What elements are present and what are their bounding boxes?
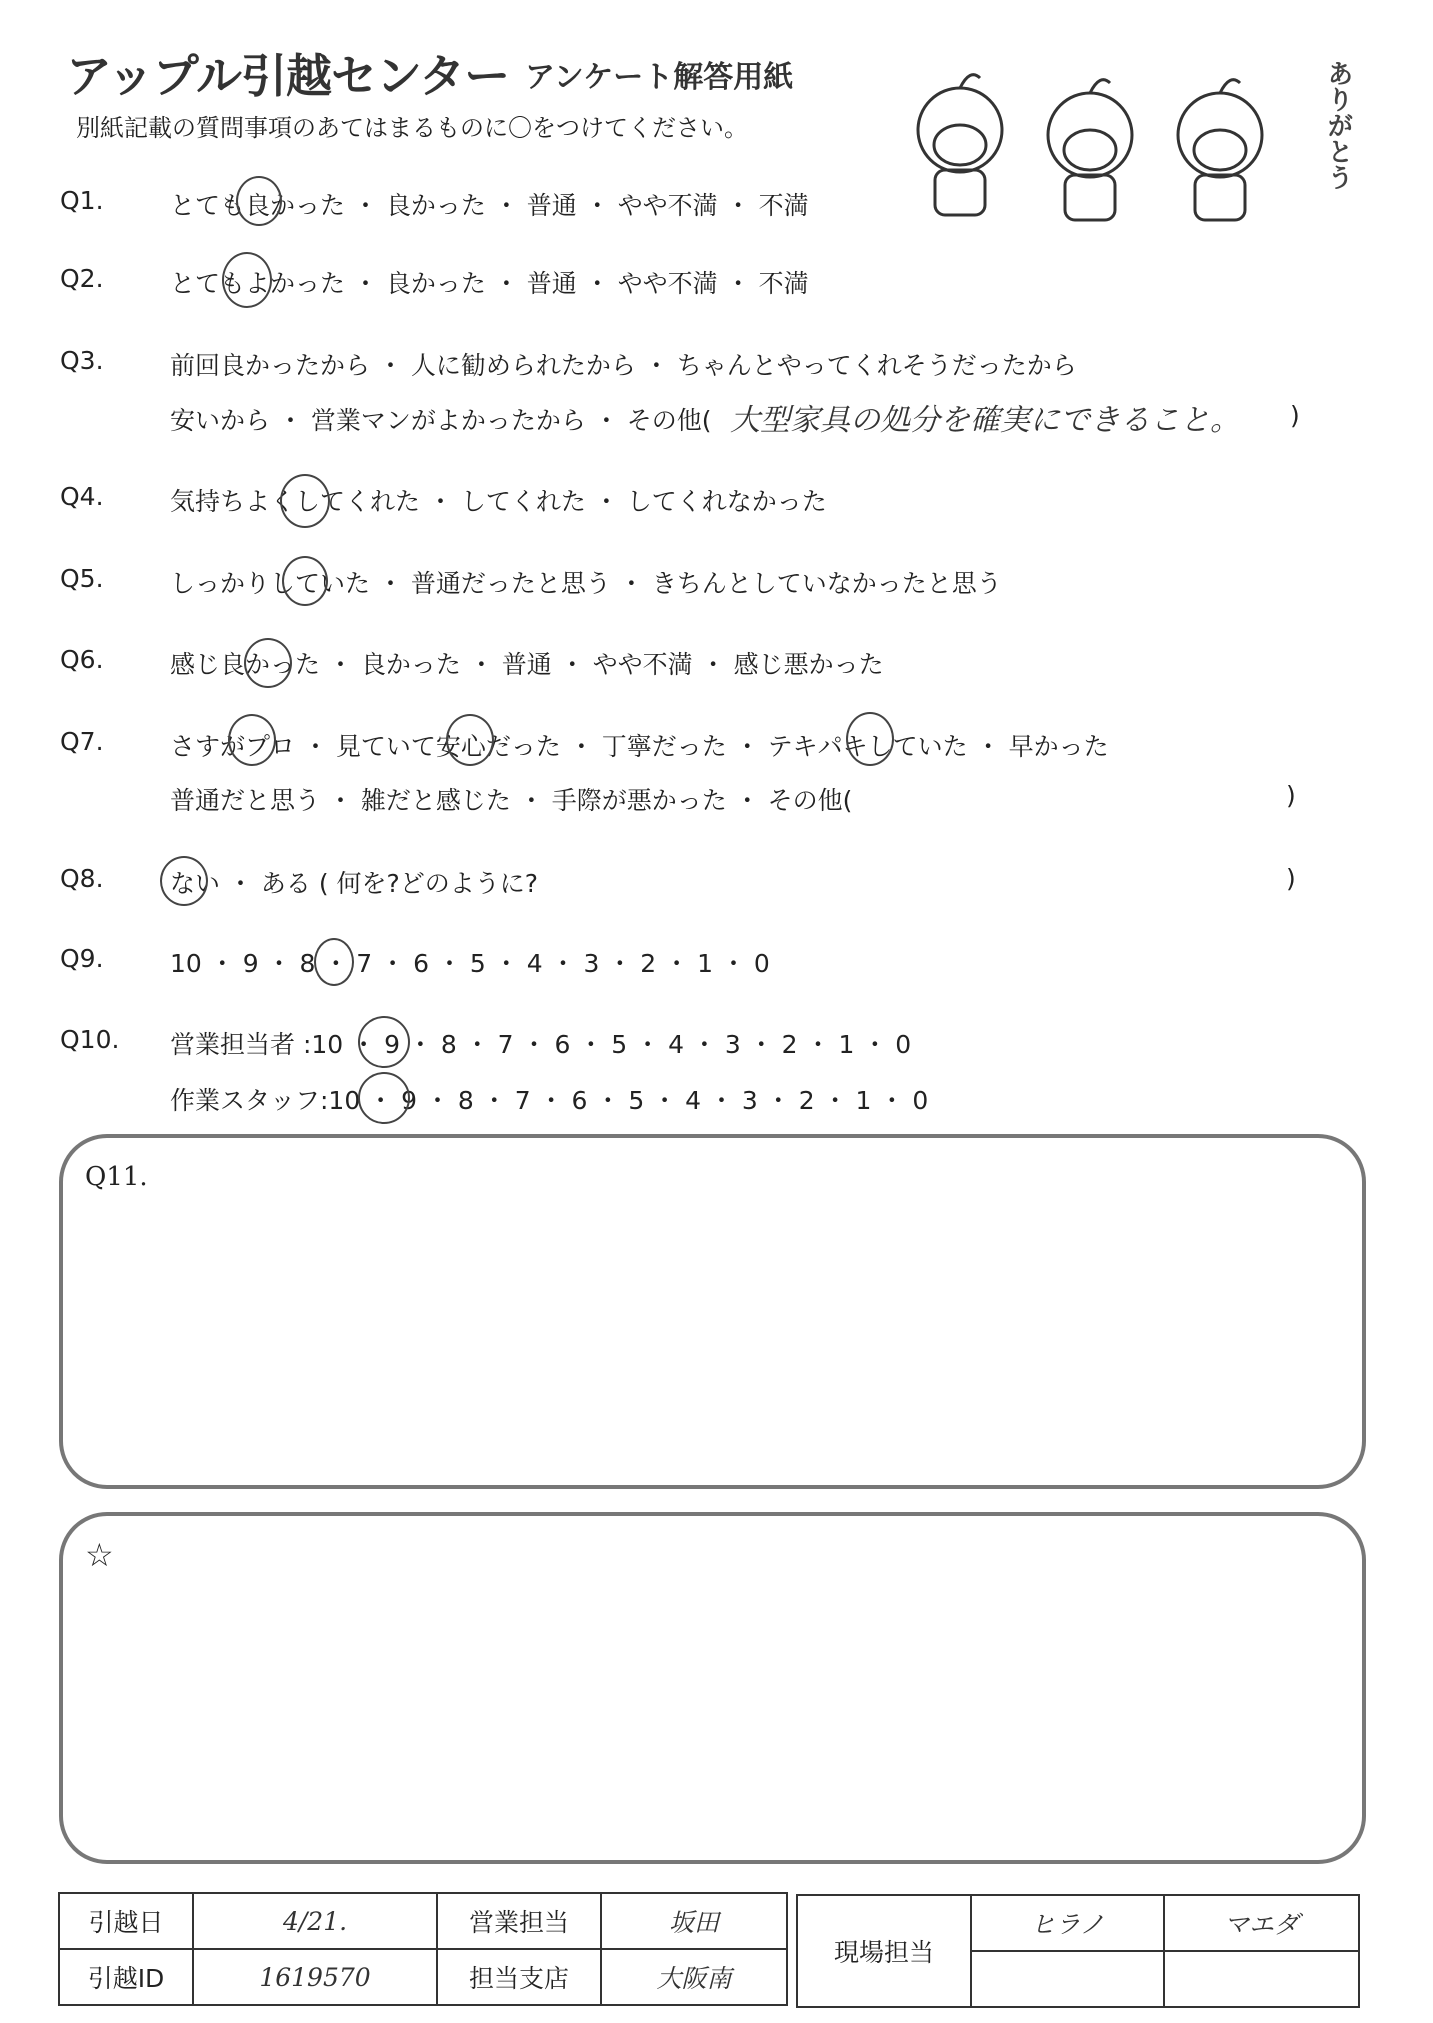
- branch-value: 大阪南: [601, 1949, 787, 2005]
- site-staff-value-2: マエダ: [1164, 1895, 1359, 1951]
- site-staff-empty-2: [1164, 1951, 1359, 2007]
- answer-circle-q2: [222, 252, 272, 308]
- q4-label: Q4.: [60, 482, 104, 511]
- monkey-mascots-illustration: [880, 60, 1300, 230]
- q6-label: Q6.: [60, 645, 104, 674]
- q7-label: Q7.: [60, 727, 104, 756]
- answer-circle-q7-b: [446, 714, 494, 766]
- q3-close-paren: ): [1290, 401, 1300, 430]
- q5-options: しっかりしていた ・ 普通だったと思う ・ きちんとしていなかったと思う: [170, 569, 1002, 598]
- answer-circle-q10-sales: [358, 1016, 410, 1068]
- q9-options: 10 ・ 9 ・ 8 ・ 7 ・ 6 ・ 5 ・ 4 ・ 3 ・ 2 ・ 1 ・ 0: [170, 949, 770, 978]
- q2-options: とてもよかった ・ 良かった ・ 普通 ・ やや不満 ・ 不満: [170, 269, 809, 298]
- q3-other-handwritten: 大型家具の処分を確実にできること。: [730, 403, 1240, 438]
- sales-rep-label: 営業担当: [437, 1893, 601, 1949]
- move-id-value: 1619570: [193, 1949, 437, 2005]
- move-date-value: 4/21.: [193, 1893, 437, 1949]
- answer-circle-q4: [280, 474, 330, 528]
- answer-circle-q1: [236, 176, 282, 226]
- q10-label: Q10.: [60, 1025, 120, 1054]
- instruction-text: 別紙記載の質問事項のあてはまるものに〇をつけてください。: [76, 114, 748, 142]
- answer-circle-q9: [314, 938, 354, 986]
- q7-options-1: さすがプロ ・ 見ていて安心だった ・ 丁寧だった ・ テキパキしていた ・ 早かった: [170, 732, 1109, 761]
- q3-options-1: 前回良かったから ・ 人に勧められたから ・ ちゃんとやってくれそうだったから: [170, 351, 1077, 380]
- star-comment-box: [59, 1512, 1366, 1864]
- q8-label: Q8.: [60, 864, 104, 893]
- q7-options-2: 普通だと思う ・ 雑だと感じた ・ 手際が悪かった ・ その他(: [170, 786, 853, 815]
- info-table-right: [796, 1894, 1360, 2008]
- q9-label: Q9.: [60, 944, 104, 973]
- answer-circle-q5: [282, 556, 328, 606]
- q3-options-2: 安いから ・ 営業マンがよかったから ・ その他(: [170, 406, 712, 435]
- q10-staff-options: 作業スタッフ:10 ・ 9 ・ 8 ・ 7 ・ 6 ・ 5 ・ 4 ・ 3 ・ 2 ・ 1 ・ 0: [170, 1086, 929, 1115]
- q2-label: Q2.: [60, 264, 104, 293]
- answer-circle-q6: [244, 638, 292, 688]
- answer-circle-q10-staff: [358, 1072, 410, 1124]
- q7-close-paren: ): [1286, 781, 1296, 810]
- info-table-left: [58, 1892, 788, 2006]
- site-staff-label: 現場担当: [797, 1895, 971, 2007]
- q1-options: とても良かった ・ 良かった ・ 普通 ・ やや不満 ・ 不満: [170, 191, 809, 220]
- site-staff-value-1: ヒラノ: [971, 1895, 1164, 1951]
- move-id-label: 引越ID: [59, 1949, 193, 2005]
- q3-label: Q3.: [60, 346, 104, 375]
- q8-options: ない ・ ある ( 何を?どのように?: [170, 869, 539, 898]
- q4-options: 気持ちよくしてくれた ・ してくれた ・ してくれなかった: [170, 487, 827, 516]
- answer-circle-q8: [160, 856, 208, 906]
- q8-close-paren: ): [1286, 864, 1296, 893]
- answer-circle-q7-a: [228, 714, 276, 766]
- sheet-title: アンケート解答用紙: [525, 60, 794, 95]
- q10-sales-options: 営業担当者 :10 ・ 9 ・ 8 ・ 7 ・ 6 ・ 5 ・ 4 ・ 3 ・ 2 ・ 1 ・ 0: [170, 1030, 912, 1059]
- q11-comment-box: [59, 1134, 1366, 1489]
- sales-rep-value: 坂田: [601, 1893, 787, 1949]
- star-label: ☆: [85, 1536, 114, 1574]
- q1-label: Q1.: [60, 186, 104, 215]
- q5-label: Q5.: [60, 564, 104, 593]
- q6-options: 感じ良かった ・ 良かった ・ 普通 ・ やや不満 ・ 感じ悪かった: [170, 650, 884, 679]
- thanks-text: ありがとう: [1323, 60, 1353, 190]
- branch-label: 担当支店: [437, 1949, 601, 2005]
- q11-label: Q11.: [85, 1162, 148, 1192]
- site-staff-empty-1: [971, 1951, 1164, 2007]
- company-title: アップル引越センター: [66, 49, 510, 103]
- answer-circle-q7-c: [846, 712, 894, 766]
- move-date-label: 引越日: [59, 1893, 193, 1949]
